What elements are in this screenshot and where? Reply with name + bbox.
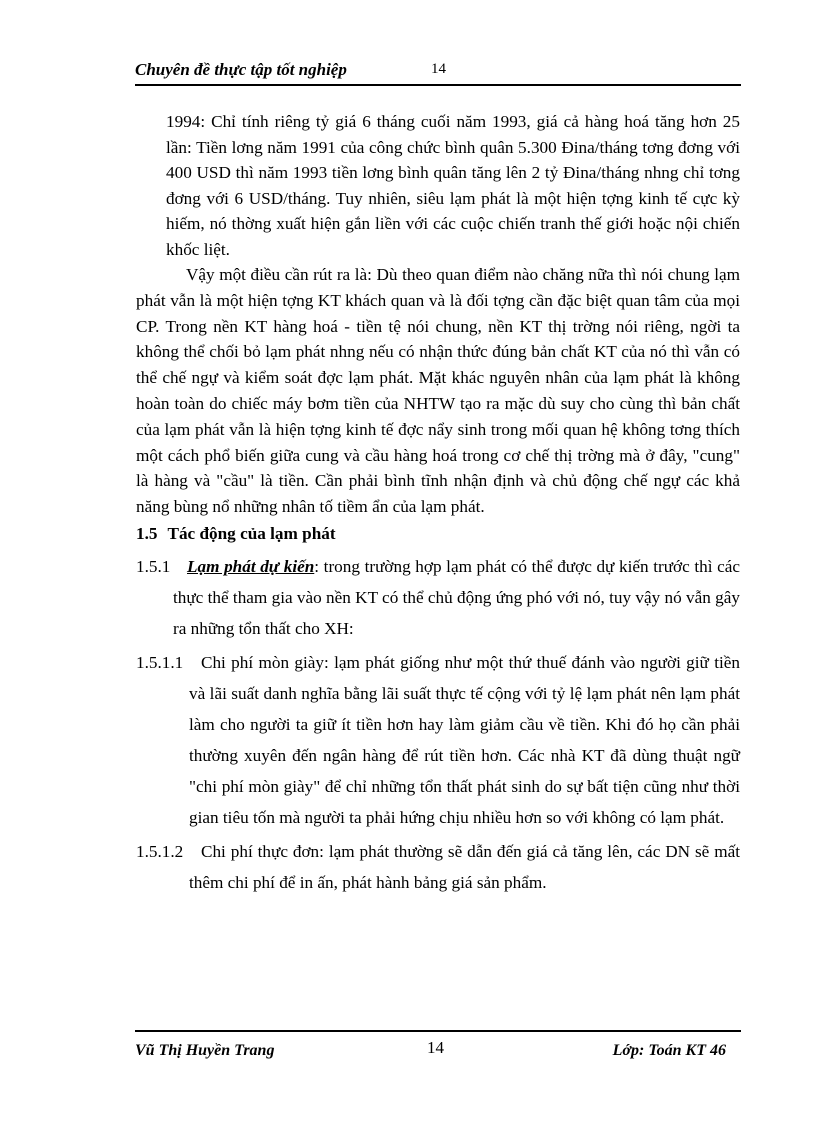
subsection-1-5-1-2	[136, 836, 740, 898]
section-heading	[136, 520, 740, 548]
section-title: Tác động của lạm phát	[167, 523, 336, 543]
subsection-text: Chi phí thực đơn: lạm phát thường sẽ dẫn đến giá cả tăng lên, các DN sẽ mất thêm chi phí để in ấn, phát hành bảng giá sản phẩm.	[189, 841, 740, 892]
subsection-text: Chi phí mòn giày: lạm phát giống như một thứ thuế đánh vào người giữ tiền và lãi suất danh nghĩa bằng lãi suất thực tế cộng với tỷ lệ lạm phát nên lạm phát làm cho người ta giữ ít tiền hơn hay làm giảm cầu về tiền. Khi đó họ cần phải thường xuyên đến ngân hàng để rút tiền hơn. Các nhà KT đã dùng thuật ngữ "chi phí mòn giày" để chỉ những tổn thất phát sinh do sự bất tiện cũng như thời gian tiêu tốn mà người ta phải hứng chịu nhiều hơn so với không có lạm phát.	[189, 652, 740, 827]
author-name: Vũ Thị Huyền Trang	[135, 1042, 275, 1059]
subsection-1-5-1-1	[136, 647, 740, 833]
paragraph-hyperinflation-example: 1994: Chỉ tính riêng tỷ giá 6 tháng cuối năm 1993, giá cả hàng hoá tăng hơn 25 lần: Tiền lơng năm 1991 của công chức bình quân 5.300 Đina/tháng tơng đơng với 400 USD thì năm 1993 tiền lơng bình quân tăng lên 2 tỷ Đina/tháng nhng chỉ tơng đơng với 6 USD/tháng. Tuy nhiên, siêu lạm phát là một hiện tợng kinh tế cực kỳ hiếm, nó thờng xuất hiện gắn liền với các cuộc chiến tranh thế giới hoặc nội chiến khốc liệt.	[166, 112, 740, 259]
page-body	[136, 109, 740, 898]
subsection-1-5-1	[136, 551, 740, 644]
subsection-number: 1.5.1.2	[136, 841, 184, 861]
paragraph-conclusion: Vậy một điều cần rút ra là: Dù theo quan điểm nào chăng nữa thì nói chung lạm phát vẫn là một hiện tợng KT khách quan và là đối tợng cần đặc biệt quan tâm của mọi CP. Trong nền KT hàng hoá - tiền tệ nói chung, nền KT thị trờng nói riêng, ngời ta không thể chối bỏ lạm phát nhng nếu có nhận thức đúng bản chất KT của nó thì vẫn có thể chế ngự và kiểm soát đợc lạm phát. Mặt khác nguyên nhân của lạm phát là không hoàn toàn do chiếc máy bơm tiền của NHTW tạo ra mặc dù suy cho cùng thì bản chất của lạm phát vẫn là hiện tợng kinh tế đợc nẩy sinh trong mối quan hệ không tơng thích một cách phổ biến giữa cung và cầu hàng hoá trong cơ chế thị trờng mà ở đây, "cung" là hàng và "cầu" là tiền. Cần phải bình tĩnh nhận định và chủ động chế ngự các khả năng bùng nổ những nhân tố tiềm ẩn của lạm phát.	[136, 265, 740, 517]
subsection-text: : trong trường hợp lạm phát có thể được dự kiến trước thì các thực thể tham gia vào nền KT có thể chủ động ứng phó với nó, tuy vậy nó vẫn gây ra những tổn thất cho XH:	[173, 556, 740, 638]
header-page-number: 14	[431, 61, 446, 77]
header-rule	[135, 84, 741, 86]
subsection-number: 1.5.1.1	[136, 652, 184, 672]
subsection-body	[136, 551, 740, 644]
subsection-term: Lạm phát dự kiến	[187, 556, 315, 576]
footer-page-number: 14	[427, 1038, 444, 1057]
section-number: 1.5	[136, 523, 158, 543]
document-title: Chuyên đề thực tập tốt nghiệp	[135, 60, 347, 79]
page-header	[135, 58, 741, 84]
class-label: Lớp: Toán KT 46	[612, 1042, 726, 1059]
page-footer	[135, 1038, 741, 1064]
footer-rule	[135, 1030, 741, 1032]
subsection-number: 1.5.1	[136, 556, 171, 576]
